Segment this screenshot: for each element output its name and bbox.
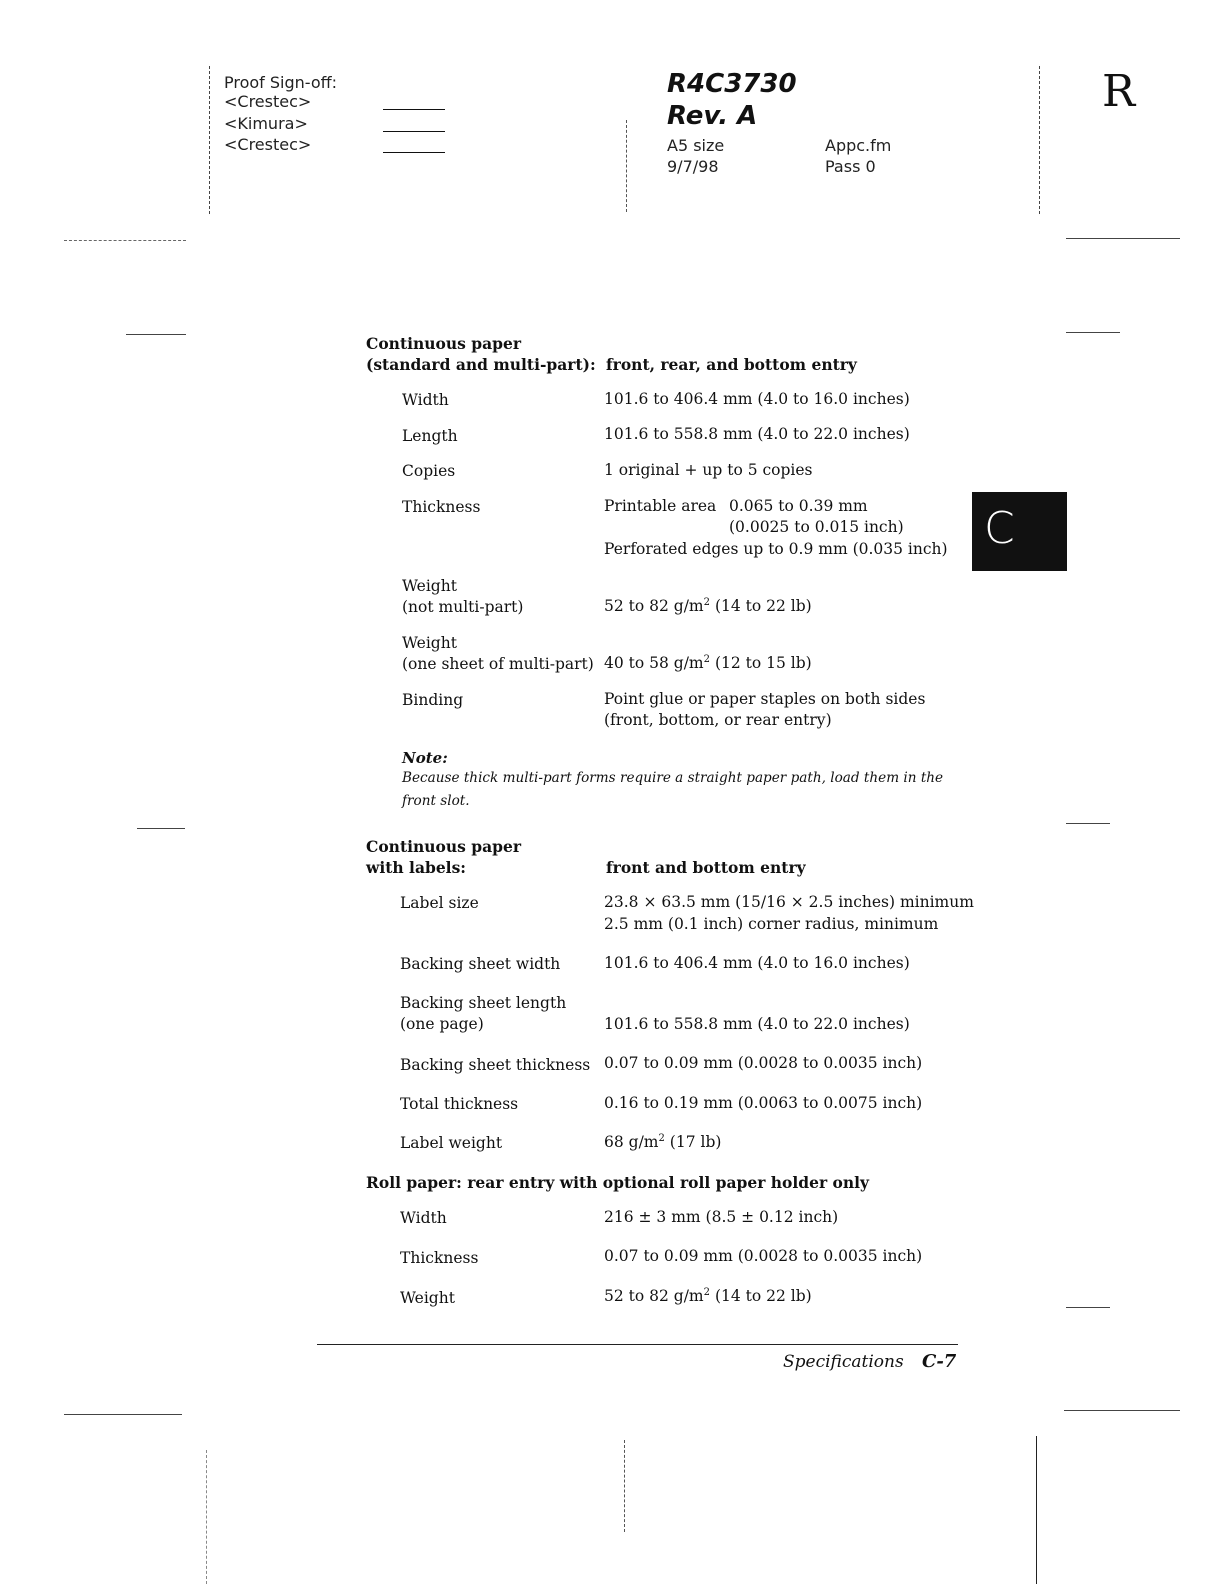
pass-number: Pass 0: [825, 157, 876, 176]
spec-value-roll-width: 216 ± 3 mm (8.5 ± 0.12 inch): [604, 1208, 839, 1226]
paper-size: A5 size: [667, 136, 725, 155]
spec-value-weight-1-b: (14 to 22 lb): [710, 597, 812, 615]
header-center-rule: [626, 120, 627, 212]
chapter-tab: [972, 492, 1067, 571]
spec-value-roll-weight-b: (14 to 22 lb): [710, 1287, 812, 1305]
proof-signoff-label: Proof Sign-off:: [224, 73, 338, 92]
header-right-rule: [1039, 66, 1040, 214]
spec-value-binding-2: (front, bottom, or rear entry): [604, 711, 832, 729]
corner-letter: R: [1102, 66, 1136, 117]
spec-label-copies: Copies: [402, 462, 456, 480]
spec-value-roll-weight: [604, 1286, 812, 1307]
doc-date: 9/7/98: [667, 157, 719, 176]
spec-label-roll-thickness: Thickness: [400, 1249, 479, 1267]
superscript-2: 2: [703, 653, 711, 665]
spec-label-weight-2: Weight: [402, 634, 457, 652]
spec-label-roll-weight: Weight: [400, 1289, 455, 1307]
spec-value-thickness-perforated: Perforated edges up to 0.9 mm (0.035 inch): [604, 540, 948, 558]
section-continuous-title-2: (standard and multi-part):: [366, 355, 596, 374]
doc-code: R4C3730: [667, 69, 797, 99]
section-labels-title-2: with labels:: [366, 858, 467, 877]
spec-label-backing-length: Backing sheet length: [400, 994, 567, 1012]
crop-mark-left-top: [64, 240, 186, 241]
spec-value-binding-1: Point glue or paper staples on both sides: [604, 690, 926, 708]
spec-value-width: 101.6 to 406.4 mm (4.0 to 16.0 inches): [604, 390, 910, 408]
spec-label-length: Length: [402, 427, 458, 445]
spec-value-length: 101.6 to 558.8 mm (4.0 to 22.0 inches): [604, 425, 910, 443]
spec-value-weight-2: [604, 653, 812, 674]
crop-mark-right-3: [1066, 823, 1110, 824]
bottom-left-rule: [206, 1450, 207, 1584]
footer-rule: [317, 1344, 958, 1345]
spec-value-label-weight: [604, 1132, 721, 1153]
footer-section-name: Specifications: [783, 1352, 904, 1372]
spec-label-width: Width: [402, 391, 449, 409]
chapter-tab-letter: C: [984, 503, 1015, 554]
note-text-1: Because thick multi-part forms require a straight paper path, load them in the: [402, 770, 944, 786]
spec-label-label-weight: Label weight: [400, 1134, 503, 1152]
spec-label-backing-length-sub: (one page): [400, 1015, 484, 1033]
spec-label-total-thickness: Total thickness: [400, 1095, 519, 1113]
spec-label-weight-2-sub: (one sheet of multi-part): [402, 655, 594, 673]
spec-label-backing-thickness: Backing sheet thickness: [400, 1056, 591, 1074]
note-title: Note:: [402, 749, 448, 767]
bottom-right-rule: [1036, 1436, 1037, 1584]
crop-mark-left-3: [137, 828, 185, 829]
spec-value-weight-1: [604, 596, 812, 617]
footer-page-number: C-7: [922, 1351, 957, 1372]
spec-value-label-weight-a: 68 g/m: [604, 1133, 659, 1151]
crop-mark-right-bottom: [1064, 1410, 1180, 1411]
spec-value-copies: 1 original + up to 5 copies: [604, 461, 813, 479]
spec-label-weight-1: Weight: [402, 577, 457, 595]
spec-value-roll-thickness: 0.07 to 0.09 mm (0.0028 to 0.0035 inch): [604, 1247, 923, 1265]
spec-label-weight-1-sub: (not multi-part): [402, 598, 524, 616]
file-name: Appc.fm: [825, 136, 892, 155]
section-labels-entry: front and bottom entry: [606, 858, 806, 877]
signature-line-2: [383, 131, 445, 132]
spec-value-thickness-printable-inch: (0.0025 to 0.015 inch): [729, 518, 904, 536]
section-roll-title: Roll paper: rear entry with optional roll paper holder only: [366, 1173, 870, 1192]
signer-3: <Crestec>: [224, 135, 312, 154]
spec-label-backing-width: Backing sheet width: [400, 955, 561, 973]
signer-1: <Crestec>: [224, 92, 312, 111]
spec-value-label-weight-b: (17 lb): [664, 1133, 722, 1151]
spec-value-label-size-1: 23.8 × 63.5 mm (15/16 × 2.5 inches) minimum: [604, 893, 974, 911]
signer-2: <Kimura>: [224, 114, 308, 133]
spec-value-weight-2-a: 40 to 58 g/m: [604, 654, 704, 672]
spec-value-weight-1-a: 52 to 82 g/m: [604, 597, 704, 615]
signature-line-3: [383, 152, 445, 153]
spec-label-thickness: Thickness: [402, 498, 481, 516]
spec-value-roll-weight-a: 52 to 82 g/m: [604, 1287, 704, 1305]
crop-mark-right-2: [1066, 332, 1120, 333]
crop-mark-right-top: [1066, 238, 1180, 239]
superscript-2: 2: [658, 1132, 665, 1144]
spec-label-label-size: Label size: [400, 894, 479, 912]
section-continuous-title-1: Continuous paper: [366, 334, 522, 353]
spec-label-roll-width: Width: [400, 1209, 447, 1227]
superscript-2: 2: [703, 596, 711, 608]
signature-line-1: [383, 109, 445, 110]
revision: Rev. A: [667, 101, 758, 131]
crop-mark-right-4: [1066, 1307, 1110, 1308]
bottom-center-rule: [624, 1440, 625, 1532]
spec-value-weight-2-b: (12 to 15 lb): [710, 654, 812, 672]
spec-value-backing-thickness: 0.07 to 0.09 mm (0.0028 to 0.0035 inch): [604, 1054, 923, 1072]
spec-value-thickness-printable-label: Printable area: [604, 497, 717, 515]
spec-value-backing-length: 101.6 to 558.8 mm (4.0 to 22.0 inches): [604, 1015, 910, 1033]
spec-value-backing-width: 101.6 to 406.4 mm (4.0 to 16.0 inches): [604, 954, 910, 972]
section-continuous-entry: front, rear, and bottom entry: [606, 355, 857, 374]
crop-mark-left-bottom: [64, 1414, 182, 1415]
crop-mark-left-2: [126, 334, 186, 335]
spec-label-binding: Binding: [402, 691, 464, 709]
section-labels-title-1: Continuous paper: [366, 837, 522, 856]
superscript-2: 2: [703, 1286, 711, 1298]
spec-value-thickness-printable: 0.065 to 0.39 mm: [729, 497, 868, 515]
header-left-rule: [209, 66, 210, 214]
spec-value-label-size-2: 2.5 mm (0.1 inch) corner radius, minimum: [604, 915, 939, 933]
spec-value-total-thickness: 0.16 to 0.19 mm (0.0063 to 0.0075 inch): [604, 1094, 923, 1112]
note-text-2: front slot.: [402, 793, 470, 809]
